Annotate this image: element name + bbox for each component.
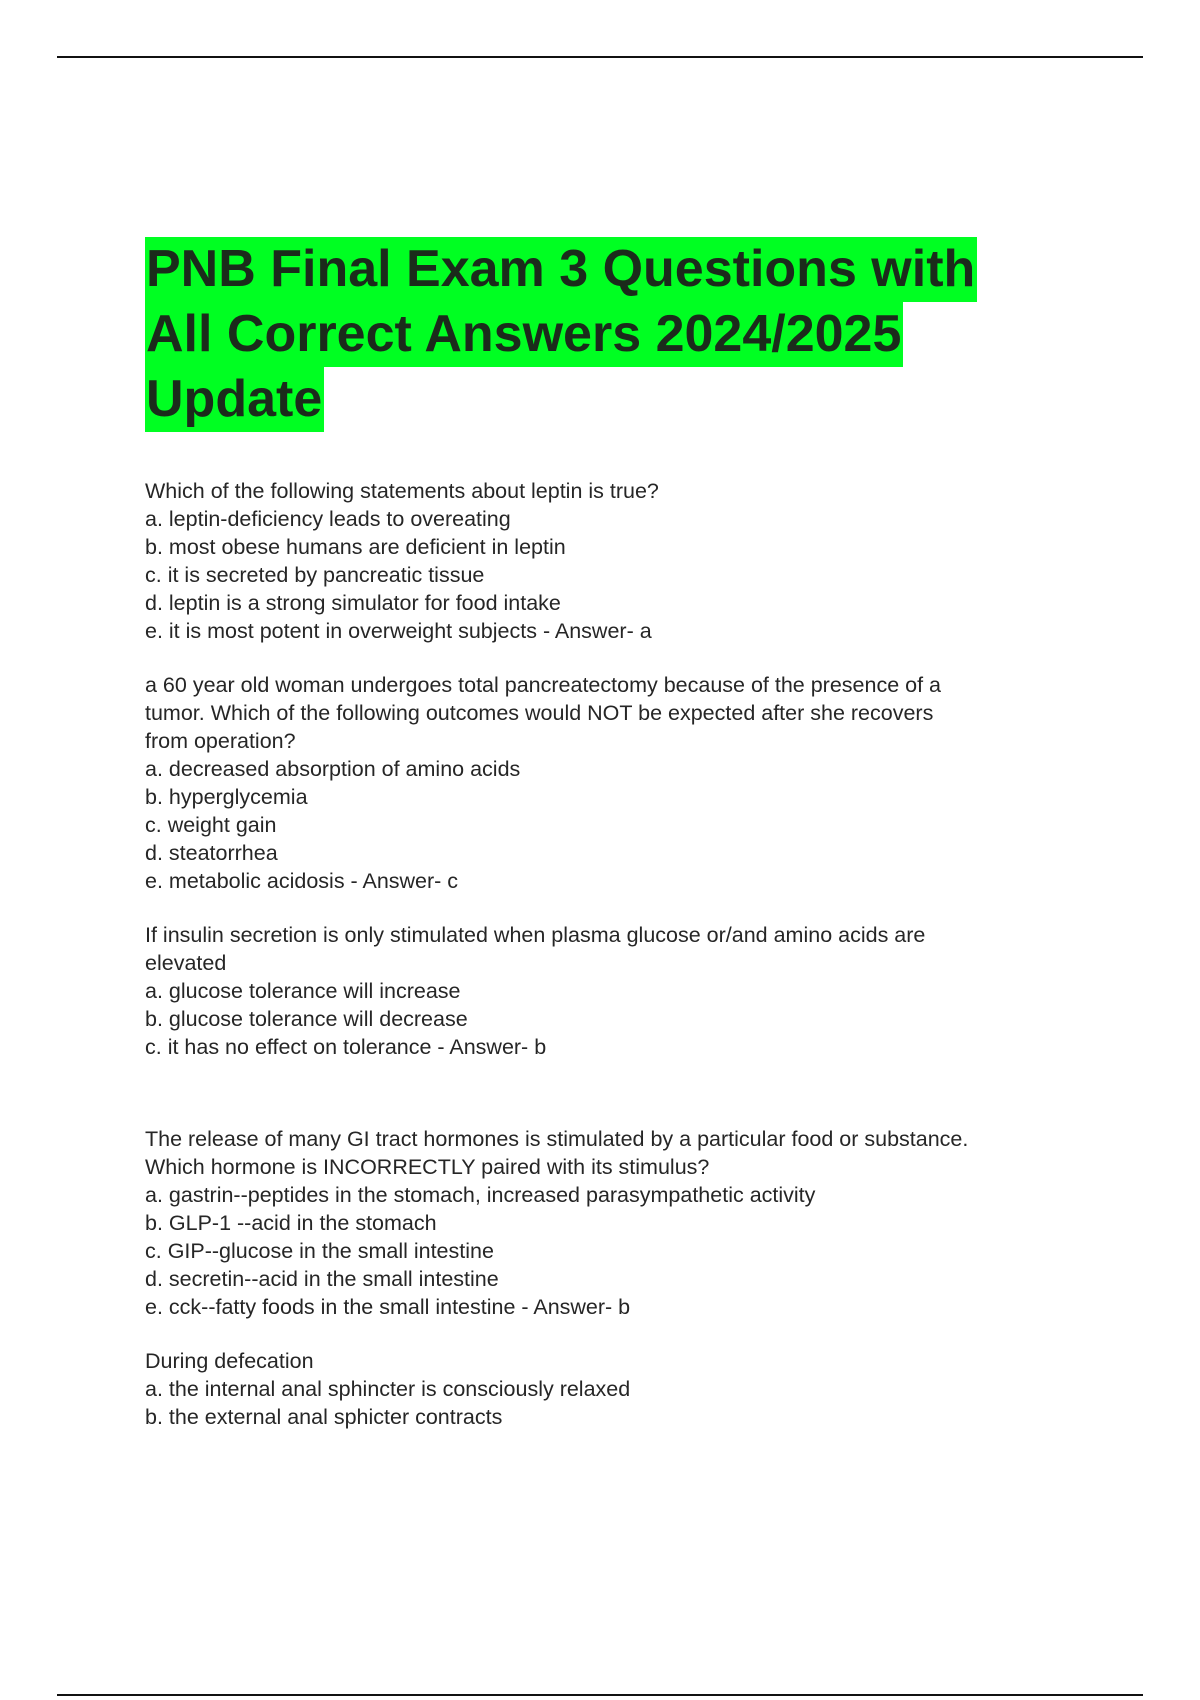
answer-option: b. glucose tolerance will decrease — [145, 1007, 468, 1031]
top-rule — [57, 56, 1143, 58]
document-title — [145, 237, 1105, 432]
answer-option-with-key: e. it is most potent in overweight subjects - Answer- a — [145, 619, 652, 643]
question-block-insulin — [145, 921, 1085, 1061]
answer-option: b. most obese humans are deficient in leptin — [145, 535, 566, 559]
title-line-1: PNB Final Exam 3 Questions with — [145, 237, 977, 302]
answer-option: c. it is secreted by pancreatic tissue — [145, 563, 485, 587]
question-block-defecation — [145, 1347, 1085, 1431]
answer-option: a. decreased absorption of amino acids — [145, 757, 521, 781]
question-block-pancreatectomy — [145, 671, 1085, 895]
answer-option: b. GLP-1 --acid in the stomach — [145, 1211, 437, 1235]
question-stem: elevated — [145, 951, 227, 975]
answer-option: d. leptin is a strong simulator for food intake — [145, 591, 561, 615]
question-stem: Which hormone is INCORRECTLY paired with its stimulus? — [145, 1155, 710, 1179]
question-block-gi-hormones — [145, 1125, 1085, 1321]
question-stem: If insulin secretion is only stimulated when plasma glucose or/and amino acids are — [145, 923, 926, 947]
answer-option: c. GIP--glucose in the small intestine — [145, 1239, 494, 1263]
question-stem: tumor. Which of the following outcomes would NOT be expected after she recovers — [145, 701, 934, 725]
answer-option: a. glucose tolerance will increase — [145, 979, 461, 1003]
question-block-leptin — [145, 477, 1085, 645]
title-line-2: All Correct Answers 2024/2025 — [145, 302, 903, 367]
answer-option: d. secretin--acid in the small intestine — [145, 1267, 499, 1291]
answer-option: a. leptin-deficiency leads to overeating — [145, 507, 511, 531]
answer-option-with-key: e. cck--fatty foods in the small intestine - Answer- b — [145, 1295, 631, 1319]
bottom-rule — [57, 1694, 1143, 1696]
answer-option: b. the external anal sphicter contracts — [145, 1405, 503, 1429]
question-stem: During defecation — [145, 1349, 314, 1373]
answer-option: b. hyperglycemia — [145, 785, 308, 809]
question-stem: Which of the following statements about leptin is true? — [145, 479, 659, 503]
answer-option-with-key: c. it has no effect on tolerance - Answer- b — [145, 1035, 547, 1059]
answer-option: d. steatorrhea — [145, 841, 278, 865]
question-stem: from operation? — [145, 729, 296, 753]
answer-option: c. weight gain — [145, 813, 277, 837]
answer-option: a. gastrin--peptides in the stomach, increased parasympathetic activity — [145, 1183, 816, 1207]
question-stem: a 60 year old woman undergoes total pancreatectomy because of the presence of a — [145, 673, 942, 697]
answer-option-with-key: e. metabolic acidosis - Answer- c — [145, 869, 459, 893]
answer-option: a. the internal anal sphincter is consciously relaxed — [145, 1377, 631, 1401]
question-stem: The release of many GI tract hormones is stimulated by a particular food or substance. — [145, 1127, 969, 1151]
title-line-3: Update — [145, 367, 324, 432]
